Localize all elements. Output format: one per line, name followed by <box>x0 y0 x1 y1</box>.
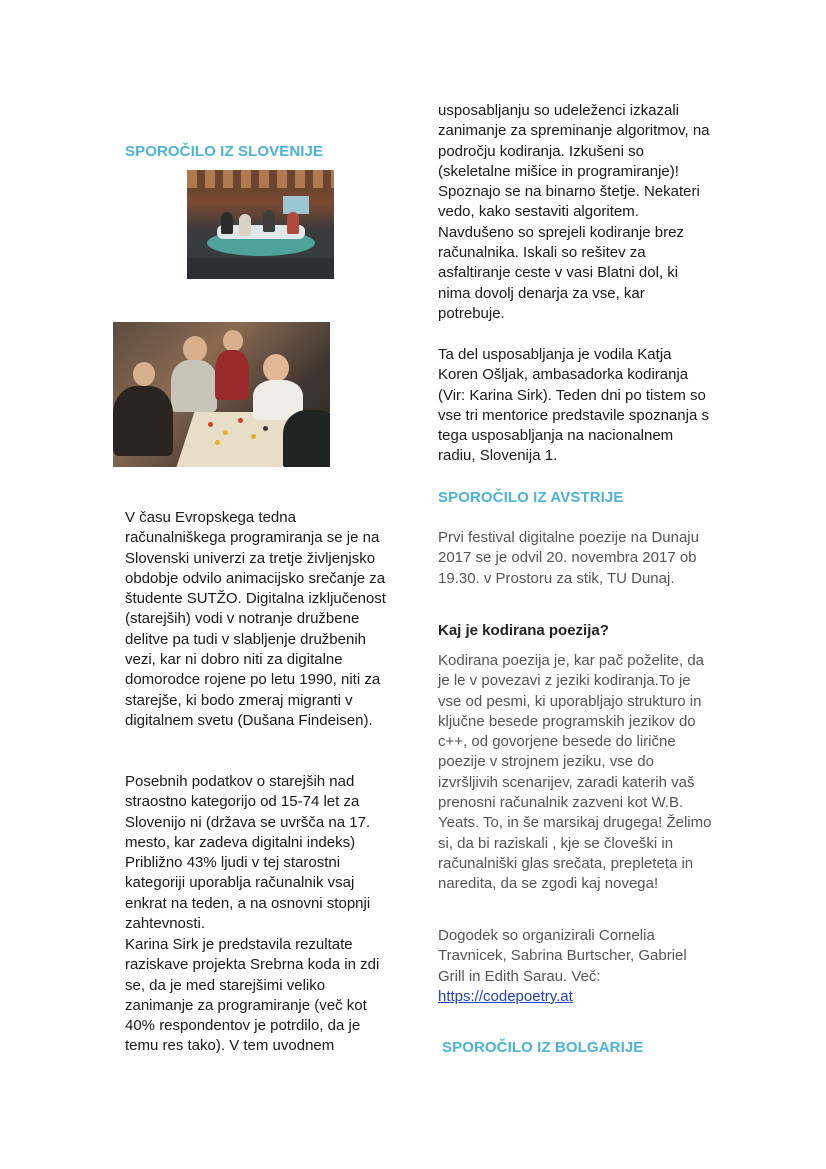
slovenia-paragraph-1: V času Evropskega tedna računalniškega programiranja se je na Slovenski univerzi za tretje življenjsko obdobje odvilo animacijsko srečanje za študente SUTŽO. Digitalna izključenost (starejših) vodi v notranje družbene delitve pa tudi v slabljenje družbenih vezi, kar ni dobro niti za digitalne domorodce rojene po letu 1990, niti za starejše, ki bodo zmeraj migranti v digitalnem svetu (Dušana Findeisen). <box>125 509 386 729</box>
slovenia-continued-paragraph: usposabljanju so udeleženci izkazali zanimanje za spreminanje algoritmov, na področju kodiranja. Izkušeni so (skeletalne mišice in programiranje)! Spoznajo se na binarno štetje. Nekateri vedo, kako sestaviti algoritem. Navdušeno so sprejeli kodiranje brez računalnika. Iskali so rešitev za asfaltiranje ceste v vasi Blatni dol, ki nima dovolj denarja za vse, kar potrebuje. <box>438 102 710 322</box>
workshop-photo <box>113 322 330 467</box>
organizers-text: Dogodek so organizirali Cornelia Travnicek, Sabrina Burtscher, Gabriel Grill in Edith Sarau. Več: <box>438 927 687 985</box>
heading-slovenia: SPOROČILO IZ SLOVENIJE <box>125 143 324 160</box>
slovenia-paragraph-2: Posebnih podatkov o starejših nad straostno kategorijo od 15-74 let za Slovenijo ni (država se uvršča na 17. mesto, kar zadeva digitalni indeks) Približno 43% ljudi v tej starostni kategoriji uporablja računalnik vsaj enkrat na teden, a na osnovni stopnji zahtevnosti. <box>125 773 371 933</box>
coded-poetry-subheading: Kaj je kodirana poezija? <box>438 622 609 639</box>
austria-paragraph-2: Kodirana poezija je, kar pač poželite, da je le v povezavi z jeziki kodiranja.To je vse od pesmi, ki uporabljajo strukturo in ključne besede programskih jezikov do c++, od govorjene besede do lirične poezije v strojnem jeziku, vse do izvršljivih scenarijev, zaradi katerih vaš prenosni računalnik zazveni kot W.B. Yeats. To, in še marsikaj drugega! Želimo si, da bi raziskali , kje se človeški in računalniški glas srečata, prepleteta in naredita, da se zgodi kaj novega! <box>438 652 712 893</box>
austria-paragraph-3 <box>438 926 713 1007</box>
codepoetry-link[interactable]: https://codepoetry.at <box>438 987 573 1005</box>
slovenia-paragraph-3: Karina Sirk je predstavila rezultate raziskave projekta Srebrna koda in zdi se, da je med starejšimi veliko zanimanje za programiranje (več kot 40% respondentov je potrdilo, da je temu res tako). V tem uvodnem <box>125 936 380 1055</box>
slovenia-paragraph-4: Ta del usposabljanja je vodila Katja Koren Ošljak, ambasadorka kodiranja (Vir: Karina Sirk). Teden dni po tistem so vse tri mentorice predstavile spoznanja s tega usposabljanja na nacionalnem radiu, Slovenija 1. <box>438 346 709 465</box>
heading-austria: SPOROČILO IZ AVSTRIJE <box>438 489 624 506</box>
heading-bulgaria: SPOROČILO IZ BOLGARIJE <box>442 1039 644 1056</box>
radio-studio-photo <box>187 170 334 279</box>
austria-paragraph-1: Prvi festival digitalne poezije na Dunaju 2017 se je odvil 20. novembra 2017 ob 19.30. v Prostoru za stik, TU Dunaj. <box>438 529 699 587</box>
